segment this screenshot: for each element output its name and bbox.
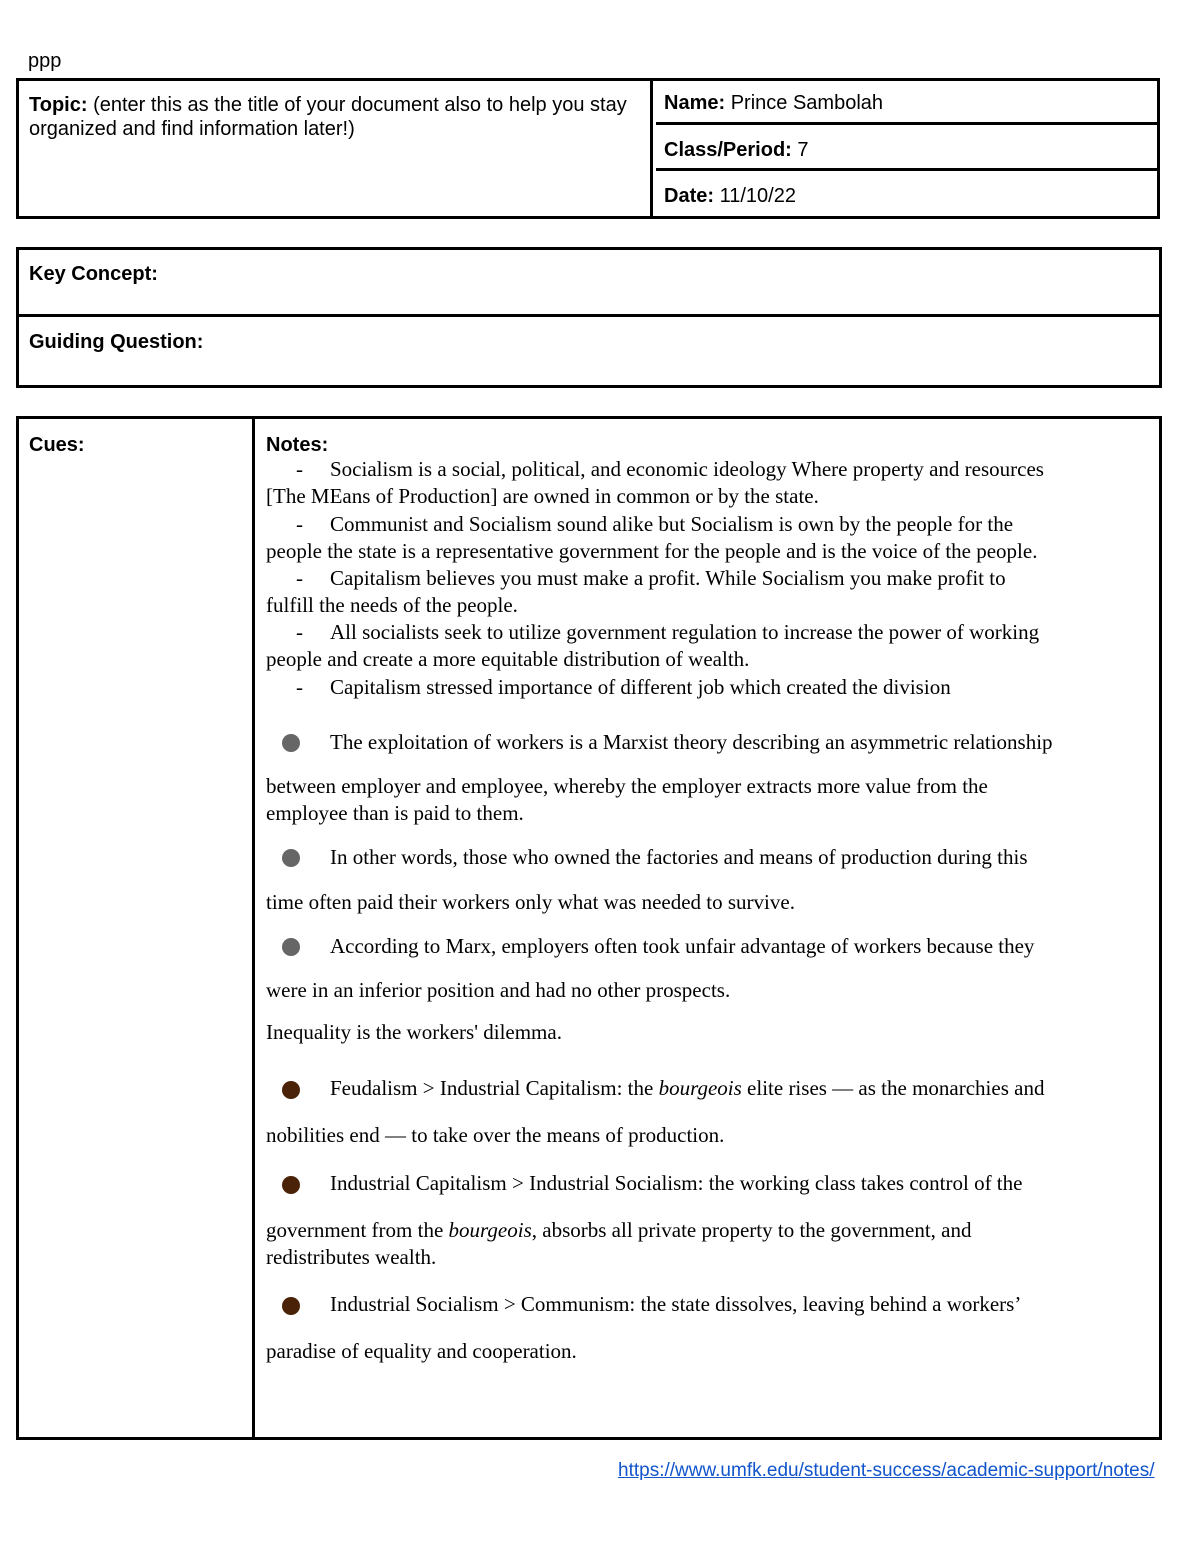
key-concept-cell[interactable] (19, 250, 1159, 317)
bullet-icon (282, 734, 300, 752)
list-item-continuation: employee than is paid to them. (266, 801, 524, 825)
name-value: Prince Sambolah (730, 92, 884, 114)
bullet-icon (282, 938, 300, 956)
topic-label: Topic: (29, 94, 88, 116)
header-table (16, 78, 1160, 219)
list-item-continuation: redistributes wealth. (266, 1245, 437, 1269)
notes-table (16, 416, 1162, 1440)
dash-marker: - (296, 675, 303, 699)
cues-column[interactable] (19, 419, 255, 1437)
list-item: Capitalism believes you must make a profit. While Socialism you make profit to (330, 566, 1006, 590)
list-item-continuation: government from the bourgeois, absorbs all private property to the government, and (266, 1218, 972, 1242)
topic-cell[interactable] (19, 81, 653, 216)
list-item-continuation: fulfill the needs of the people. (266, 593, 518, 617)
dash-marker: - (296, 457, 303, 481)
bullet-icon (282, 1081, 300, 1099)
class-period-value: 7 (797, 139, 809, 161)
list-item-continuation: people the state is a representative government for the people and is the voice of the people. (266, 539, 1038, 563)
inequality-line: Inequality is the workers' dilemma. (266, 1020, 562, 1044)
dash-marker: - (296, 620, 303, 644)
list-item: Industrial Socialism > Communism: the state dissolves, leaving behind a workers’ (330, 1292, 1022, 1316)
list-item: Communist and Socialism sound alike but Socialism is own by the people for the (330, 512, 1014, 536)
dash-marker: - (296, 566, 303, 590)
list-item-continuation: were in an inferior position and had no other prospects. (266, 978, 731, 1002)
class-period-label: Class/Period: (664, 139, 792, 161)
list-item-continuation: nobilities end — to take over the means of production. (266, 1123, 725, 1147)
list-item: According to Marx, employers often took unfair advantage of workers because they (330, 934, 1035, 958)
list-item: Feudalism > Industrial Capitalism: the bourgeois elite rises — as the monarchies and (330, 1076, 1045, 1100)
list-item-continuation: paradise of equality and cooperation. (266, 1339, 577, 1363)
date-label: Date: (664, 185, 715, 207)
list-item-continuation: time often paid their workers only what was needed to survive. (266, 890, 795, 914)
name-label: Name: (664, 92, 726, 114)
document-label: ppp (28, 50, 62, 72)
topic-text: (enter this as the title of your document also to help you stay organized and find information later!) (29, 94, 627, 140)
name-cell[interactable] (656, 81, 1157, 125)
notes-column[interactable] (258, 419, 1159, 1437)
date-cell[interactable] (656, 174, 1157, 216)
guiding-question-cell[interactable] (19, 320, 1159, 364)
list-item-continuation: people and create a more equitable distribution of wealth. (266, 647, 750, 671)
bullet-icon (282, 1297, 300, 1315)
list-item: All socialists seek to utilize government regulation to increase the power of working (330, 620, 1040, 644)
cues-label: Cues: (29, 434, 85, 456)
concept-table (16, 247, 1162, 388)
bullet-icon (282, 1176, 300, 1194)
key-concept-label: Key Concept: (29, 263, 158, 285)
dash-marker: - (296, 512, 303, 536)
class-period-cell[interactable] (656, 128, 1157, 171)
list-item: Capitalism stressed importance of different job which created the division (330, 675, 951, 699)
bullet-icon (282, 849, 300, 867)
list-item: The exploitation of workers is a Marxist theory describing an asymmetric relationship (330, 730, 1053, 754)
date-value: 11/10/22 (719, 185, 796, 207)
list-item: Socialism is a social, political, and economic ideology Where property and resources (330, 457, 1044, 481)
notes-label: Notes: (266, 434, 329, 456)
list-item: Industrial Capitalism > Industrial Socialism: the working class takes control of the (330, 1171, 1023, 1195)
list-item-continuation: [The MEans of Production] are owned in common or by the state. (266, 484, 819, 508)
footer-link[interactable]: https://www.umfk.edu/student-success/academic-support/notes/ (618, 1460, 1155, 1481)
guiding-question-label: Guiding Question: (29, 331, 204, 353)
list-item: In other words, those who owned the factories and means of production during this (330, 845, 1028, 869)
list-item-continuation: between employer and employee, whereby the employer extracts more value from the (266, 774, 988, 798)
